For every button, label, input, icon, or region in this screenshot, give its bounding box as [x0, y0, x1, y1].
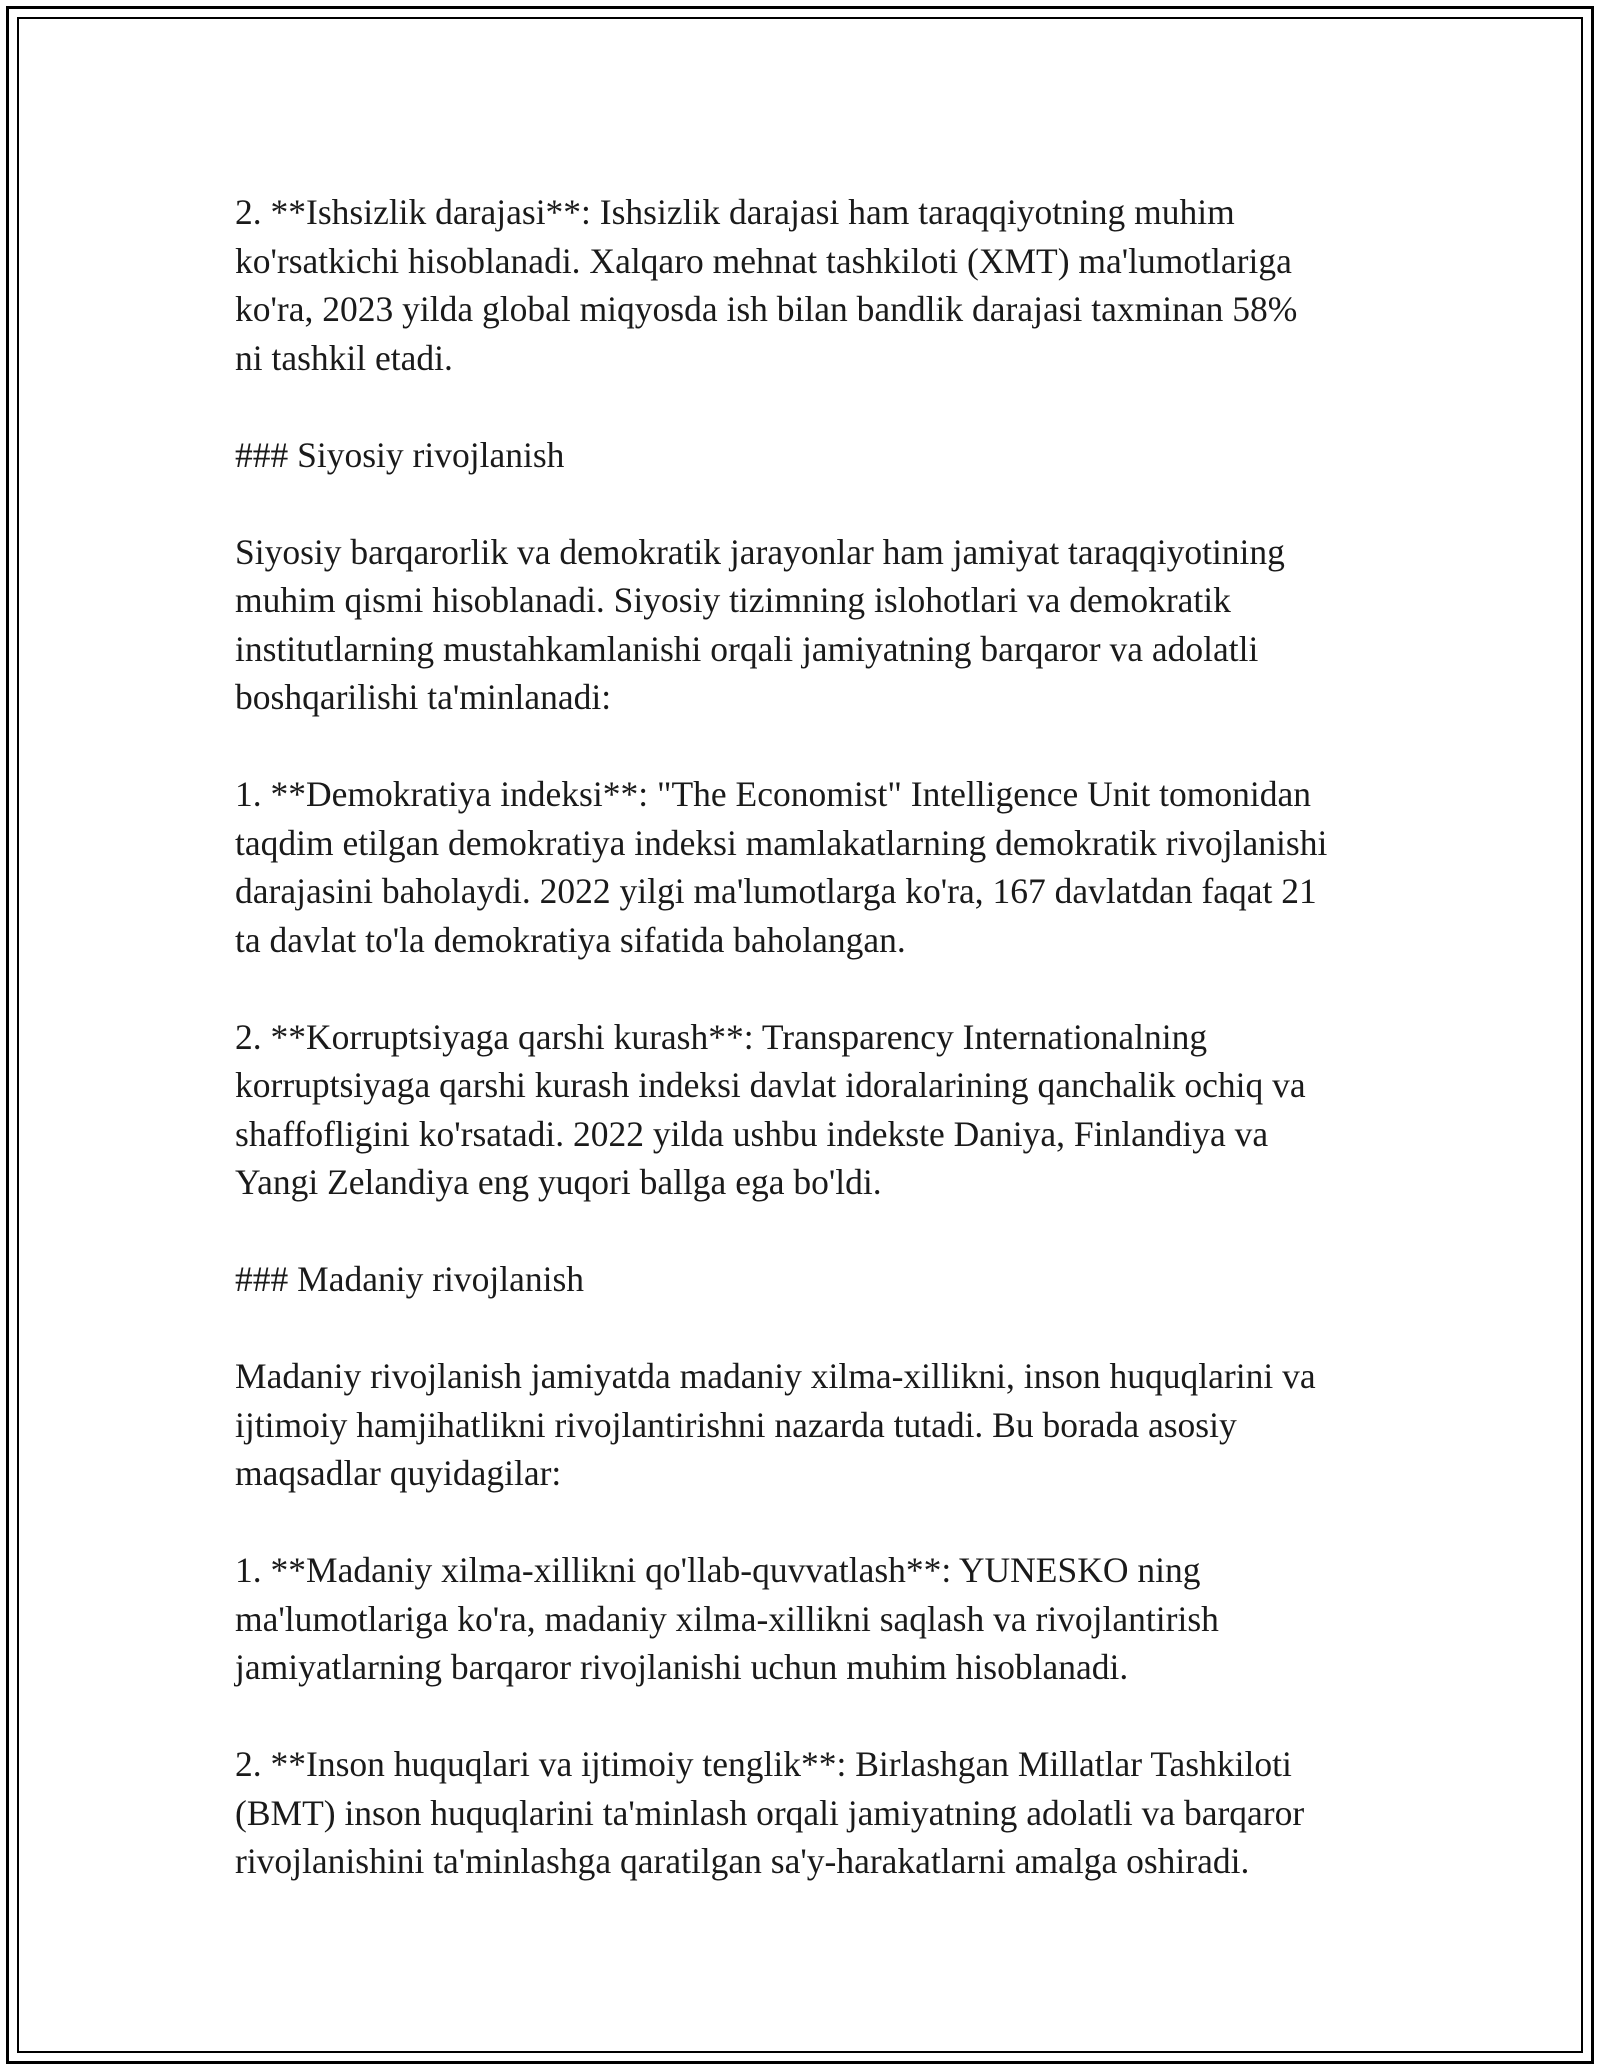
text-line: muhim qismi hisoblanadi. Siyosiy tizimning islohotlari va demokratik	[235, 580, 1231, 620]
text-line: Siyosiy barqarorlik va demokratik jarayonlar ham jamiyat taraqqiyotining	[235, 531, 1285, 572]
text-line: darajasini baholaydi. 2022 yilgi ma'lumotlarga ko'ra, 167 davlatdan faqat 21	[235, 871, 1317, 911]
text-line: ijtimoiy hamjihatlikni rivojlantirishni nazarda tutadi. Bu borada asosiy	[235, 1404, 1237, 1445]
text-line: 2. **Inson huquqlari va ijtimoiy tenglik**: Birlashgan Millatlar Tashkiloti	[235, 1744, 1292, 1784]
document-paragraph	[235, 528, 1385, 722]
text-line: jamiyatlarning barqaror rivojlanishi uchun muhim hisoblanadi.	[235, 1647, 1129, 1687]
text-line: ko'rsatkichi hisoblanadi. Xalqaro mehnat tashkiloti (XMT) ma'lumotlariga	[235, 240, 1292, 281]
text-line: (BMT) inson huquqlarini ta'minlash orqali jamiyatning adolatli va barqaror	[235, 1792, 1305, 1833]
text-line: boshqarilishi ta'minlanadi:	[235, 677, 612, 717]
section-heading	[235, 1255, 1385, 1304]
document-paragraph	[235, 770, 1385, 964]
text-line: Madaniy rivojlanish jamiyatda madaniy xilma-xillikni, inson huquqlarini va	[235, 1356, 1316, 1396]
text-line: institutlarning mustahkamlanishi orqali jamiyatning barqaror va adolatli	[235, 628, 1259, 669]
text-line: ni tashkil etadi.	[235, 337, 453, 378]
document-paragraph	[235, 188, 1385, 382]
text-line: shaffofligini ko'rsatadi. 2022 yilda ushbu indekste Daniya, Finlandiya va	[235, 1113, 1269, 1154]
text-line: 2. **Korruptsiyaga qarshi kurash**: Transparency Internationalning	[235, 1016, 1208, 1057]
text-line: Yangi Zelandiya eng yuqori ballga ega bo'ldi.	[235, 1162, 882, 1202]
text-line: ### Siyosiy rivojlanish	[235, 434, 565, 475]
document-body	[235, 188, 1385, 1886]
document-paragraph	[235, 1352, 1385, 1498]
text-line: rivojlanishini ta'minlashga qaratilgan sa'y-harakatlarni amalga oshiradi.	[235, 1841, 1250, 1881]
text-line: ma'lumotlariga ko'ra, madaniy xilma-xillikni saqlash va rivojlantirish	[235, 1598, 1219, 1639]
text-line: maqsadlar quyidagilar:	[235, 1453, 562, 1493]
document-paragraph	[235, 1013, 1385, 1207]
text-line: ko'ra, 2023 yilda global miqyosda ish bilan bandlik darajasi taxminan 58%	[235, 289, 1298, 329]
text-line: korruptsiyaga qarshi kurash indeksi davlat idoralarining qanchalik ochiq va	[235, 1065, 1306, 1105]
text-line: taqdim etilgan demokratiya indeksi mamlakatlarning demokratik rivojlanishi	[235, 822, 1328, 863]
text-line: 1. **Demokratiya indeksi**: "The Economist" Intelligence Unit tomonidan	[235, 774, 1312, 814]
text-line: ta davlat to'la demokratiya sifatida baholangan.	[235, 919, 906, 960]
text-line: 2. **Ishsizlik darajasi**: Ishsizlik darajasi ham taraqqiyotning muhim	[235, 192, 1235, 232]
section-heading	[235, 431, 1385, 480]
text-line: 1. **Madaniy xilma-xillikni qo'llab-quvvatlash**: YUNESKO ning	[235, 1550, 1201, 1590]
document-paragraph	[235, 1740, 1385, 1886]
text-line: ### Madaniy rivojlanish	[235, 1259, 585, 1299]
document-paragraph	[235, 1546, 1385, 1692]
